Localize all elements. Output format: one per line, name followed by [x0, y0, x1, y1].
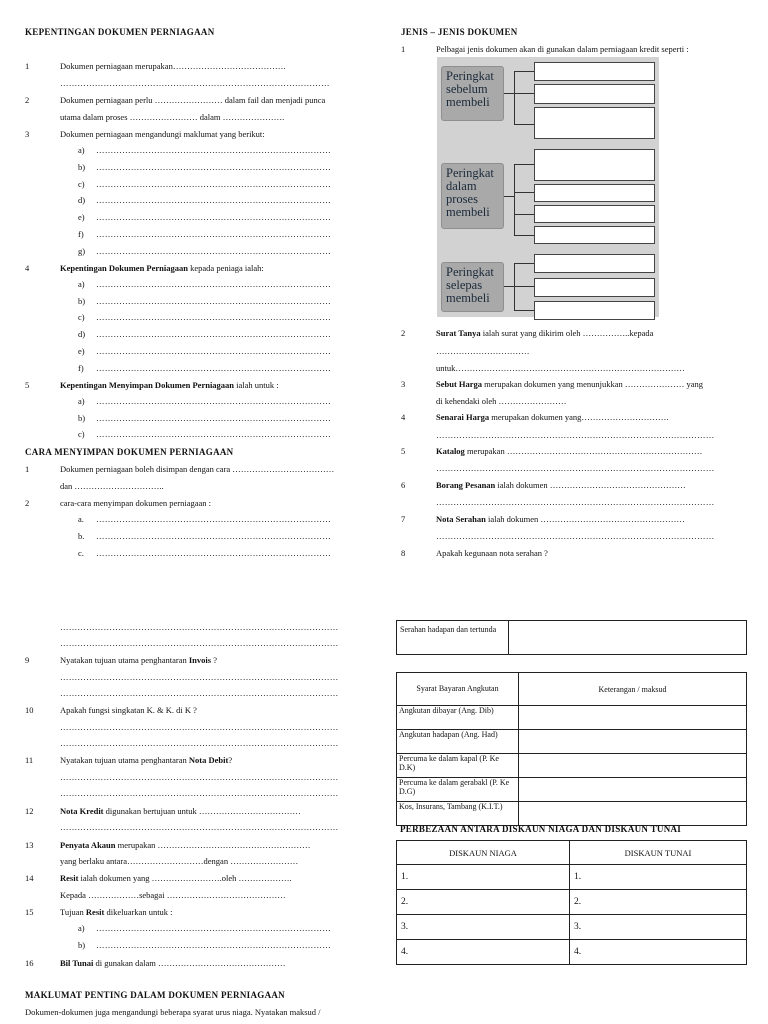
r3-text	[436, 379, 703, 389]
answer-line: ………………………………………………………………………	[96, 195, 331, 206]
q4-number: 4	[25, 263, 30, 273]
c2-text: cara-cara menyimpan dokumen perniagaan :	[60, 498, 212, 508]
payment-terms-header-2: Keterangan / maksud	[519, 673, 747, 706]
answer-line: ………………………………………………………………………	[96, 923, 331, 933]
answer-line: ……………………………………………………………………………………	[60, 822, 339, 832]
q15-bold: Resit	[85, 907, 105, 917]
q16-number: 16	[25, 958, 34, 968]
delivery-terms-table	[396, 620, 747, 655]
answer-line: ………………………………………………………………………	[96, 178, 331, 189]
q3-number: 3	[25, 129, 30, 139]
q4-text	[60, 263, 264, 273]
q14-rest: ialah dokumen yang …………………….oleh ……………….	[78, 873, 292, 883]
r4-rest: merupakan dokumen yang………………………….	[489, 412, 669, 422]
answer-line: ………………………………………………………………………	[96, 161, 331, 172]
r6-number: 6	[401, 480, 406, 490]
answer-line: ………………………………………………………………………	[96, 279, 331, 289]
discount-trade-cell[interactable]: 4.	[397, 940, 570, 965]
r6-text	[436, 480, 686, 490]
payment-terms-header-1: Syarat Bayaran Angkutan	[397, 673, 519, 706]
q14-line2: Kepada ………………sebagai ……………………………………	[60, 890, 286, 900]
q9-bold: Invois	[188, 655, 212, 665]
answer-box[interactable]	[534, 254, 655, 273]
q4-rest: kepada peniaga ialah:	[188, 263, 264, 273]
c2-number: 2	[25, 498, 30, 508]
delivery-terms-label: Serahan hadapan dan tertunda	[397, 621, 509, 655]
answer-line: ………………………………………………………………………	[96, 514, 331, 524]
r7-text	[436, 514, 685, 524]
r4-bold: Senarai Harga	[436, 412, 490, 422]
q12-bold: Nota Kredit	[60, 806, 104, 816]
answer-line: ……………………………………………………………………………………	[60, 622, 339, 632]
answer-line: ………………………………………………………………………	[96, 362, 331, 373]
q9-pre: Nyatakan tujuan utama penghantaran	[60, 655, 189, 665]
q13-bold: Penyata Akaun	[60, 840, 116, 850]
q11-bold: Nota Debit	[188, 755, 229, 765]
payment-terms-table	[396, 672, 747, 826]
q5-number: 5	[25, 380, 30, 390]
q10-text: Apakah fungsi singkatan K. & K. di K ?	[60, 705, 197, 715]
list-item-label: b.	[78, 531, 85, 541]
q4-bold: Kepentingan Dokumen Perniagaan	[60, 263, 188, 273]
r5-text	[436, 446, 702, 456]
connector-line	[514, 71, 534, 72]
connector-line	[514, 124, 534, 125]
heading-kepentingan: KEPENTINGAN DOKUMEN PERNIAGAAN	[25, 27, 215, 37]
payment-term-name: Angkutan dibayar (Ang. Dib)	[397, 706, 519, 730]
list-item-label: e)	[78, 345, 85, 356]
list-item-label: b)	[78, 412, 86, 423]
discount-trade-cell[interactable]: 1.	[397, 865, 570, 890]
connector-line	[514, 286, 534, 287]
r8-number: 8	[401, 548, 406, 558]
r6-bold: Borang Pesanan	[436, 480, 496, 490]
c1-text: Dokumen perniagaan boleh disimpan dengan cara ………………………………	[60, 464, 335, 474]
r4-text	[436, 412, 669, 422]
answer-line: ……………………………………………………………………………………	[60, 688, 339, 698]
r2-rest: ialah surat yang dikirim oleh ……………..kepada	[480, 328, 654, 338]
list-item-label: c.	[78, 548, 84, 558]
answer-line: ………………………………………………………………………	[96, 531, 331, 541]
connector-line	[514, 263, 534, 264]
footer-text: Dokumen-dokumen juga mengandungi beberapa syarat urus niaga. Nyatakan maksud /	[25, 1007, 321, 1017]
payment-term-name: Kos, Insurans, Tambang (K.I.T.)	[397, 802, 519, 826]
c1-line2: dan …………………………..	[60, 481, 164, 491]
payment-term-name: Angkutan hadapan (Ang. Had)	[397, 730, 519, 754]
r3-rest: merupakan dokumen yang menunjukkan ………………… yang	[482, 379, 704, 389]
connector-line	[514, 164, 534, 165]
payment-term-answer[interactable]	[519, 802, 747, 826]
list-item-label: a)	[78, 279, 85, 289]
answer-line: ………………………………………………………………………	[96, 429, 331, 440]
r2-line3: untuk………………………………………………………………………	[436, 363, 685, 373]
q9-post: ?	[211, 655, 217, 665]
q12-text	[60, 806, 301, 816]
list-item-label: c)	[78, 178, 85, 189]
q16-rest: di gunakan dalam ………………………………………	[93, 958, 286, 968]
stage-before-buying: Peringkat sebelum membeli	[441, 66, 504, 121]
list-item-label: f)	[78, 229, 84, 239]
q11-post: ?	[228, 755, 233, 765]
q14-bold: Resit	[60, 873, 79, 883]
list-item-label: b)	[78, 939, 86, 950]
heading-maklumat-penting: MAKLUMAT PENTING DALAM DOKUMEN PERNIAGAAN	[25, 990, 285, 1000]
answer-line: ……………………………………………………………………………………	[60, 738, 339, 748]
payment-term-name: Percuma ke dalam gerabakl (P. Ke D.G)	[397, 778, 519, 802]
q3-text: Dokumen perniagaan mengandungi maklumat yang berikut:	[60, 129, 265, 139]
payment-term-answer[interactable]	[519, 730, 747, 754]
list-item-label: a)	[78, 396, 85, 406]
answer-line: ………………………………………………………………………	[96, 329, 331, 340]
answer-line: ………………………………………………………………………	[96, 229, 331, 239]
c1-number: 1	[25, 464, 30, 474]
list-item-label: d)	[78, 329, 86, 340]
connector-line	[514, 164, 515, 236]
answer-line: ………………………………………………………………………	[96, 145, 331, 155]
r1-text: Pelbagai jenis dokumen akan di gunakan dalam perniagaan kredit seperti :	[436, 44, 689, 54]
answer-box[interactable]	[534, 278, 655, 297]
answer-box[interactable]	[534, 184, 655, 202]
q2-number: 2	[25, 95, 30, 105]
r2-text	[436, 328, 653, 338]
r7-bold: Nota Serahan	[436, 514, 486, 524]
answer-box[interactable]	[534, 149, 655, 181]
list-item-label: e)	[78, 212, 85, 223]
delivery-terms-answer[interactable]	[509, 621, 747, 655]
discount-cash-cell[interactable]: 1.	[570, 865, 747, 890]
connector-line	[504, 286, 514, 287]
list-item-label: f)	[78, 362, 84, 373]
r7-rest: ialah dokumen ……………………………………………	[485, 514, 685, 524]
q1-text: Dokumen perniagaan merupakan………………………………….	[60, 61, 286, 71]
answer-box[interactable]	[534, 226, 655, 244]
q11-pre: Nyatakan tujuan utama penghantaran	[60, 755, 189, 765]
answer-line: ……………………………………………………………………………………	[60, 672, 339, 682]
connector-line	[504, 93, 514, 94]
connector-line	[514, 71, 515, 125]
connector-line	[514, 235, 534, 236]
heading-jenis-dokumen: JENIS – JENIS DOKUMEN	[401, 27, 518, 37]
r1-number: 1	[401, 44, 406, 54]
q15-text	[60, 907, 173, 917]
q1-number: 1	[25, 61, 30, 71]
q15-number: 15	[25, 907, 34, 917]
answer-line: ……………………………………………………………………………………	[436, 463, 715, 473]
discount-cash-cell[interactable]: 3.	[570, 915, 747, 940]
payment-term-answer[interactable]	[519, 778, 747, 802]
q11-number: 11	[25, 755, 34, 765]
discount-header-trade: DISKAUN NIAGA	[397, 841, 570, 865]
connector-line	[514, 93, 534, 94]
answer-line: ………………………………………………………………………	[96, 295, 331, 306]
r4-number: 4	[401, 412, 406, 422]
r5-number: 5	[401, 446, 406, 456]
r5-rest: merupakan ……………………………………………………………	[464, 446, 703, 456]
document-stages-diagram	[437, 57, 659, 317]
answer-line: ……………………………………………………………………………………	[436, 497, 715, 507]
q15-pre: Tujuan	[60, 907, 86, 917]
q11-text	[60, 755, 232, 765]
r3-line2: di kehendaki oleh ……………………	[436, 396, 567, 406]
r2-line2: ……………………………	[436, 346, 530, 356]
payment-term-name: Percuma ke dalam kapal (P. Ke D.K)	[397, 754, 519, 778]
r2-bold: Surat Tanya	[436, 328, 481, 338]
answer-box[interactable]	[534, 301, 655, 320]
q16-bold: Bil Tunai	[60, 958, 94, 968]
r3-number: 3	[401, 379, 406, 389]
answer-line: ………………………………………………………………………	[96, 245, 331, 256]
q1-line2: …………………………………………………………………………………	[60, 78, 330, 88]
q5-rest: ialah untuk :	[234, 380, 279, 390]
answer-line: ……………………………………………………………………………………	[436, 430, 715, 440]
list-item-label: a)	[78, 923, 85, 933]
answer-line: ………………………………………………………………………	[96, 212, 331, 223]
q12-number: 12	[25, 806, 34, 816]
list-item-label: a)	[78, 145, 85, 155]
q5-bold: Kepentingan Menyimpan Dokumen Perniagaan	[60, 380, 235, 390]
discount-header-cash: DISKAUN TUNAI	[570, 841, 747, 865]
q14-number: 14	[25, 873, 34, 883]
r5-bold: Katalog	[436, 446, 465, 456]
discount-trade-cell[interactable]: 3.	[397, 915, 570, 940]
stage-after-buying: Peringkat selepas membeli	[441, 262, 504, 312]
list-item-label: b)	[78, 295, 86, 306]
q14-text	[60, 873, 292, 883]
stage-during-buying: Peringkat dalam proses membeli	[441, 163, 504, 229]
answer-box[interactable]	[534, 107, 655, 139]
q2-line2: utama dalam proses …………………… dalam ………………….	[60, 112, 285, 122]
connector-line	[514, 192, 534, 193]
connector-line	[504, 196, 514, 197]
list-item-label: b)	[78, 161, 86, 172]
q9-text	[60, 655, 217, 665]
answer-line: ……………………………………………………………………………………	[60, 788, 339, 798]
q9-number: 9	[25, 655, 30, 665]
answer-box[interactable]	[534, 62, 655, 81]
payment-term-answer[interactable]	[519, 754, 747, 778]
connector-line	[514, 263, 515, 311]
q10-number: 10	[25, 705, 34, 715]
payment-term-answer[interactable]	[519, 706, 747, 730]
answer-line: ……………………………………………………………………………………	[60, 638, 339, 648]
discount-comparison-table	[396, 840, 747, 965]
answer-line: ………………………………………………………………………	[96, 548, 331, 558]
r7-number: 7	[401, 514, 406, 524]
q13-number: 13	[25, 840, 34, 850]
list-item-label: c)	[78, 429, 85, 440]
r3-bold: Sebut Harga	[436, 379, 483, 389]
connector-line	[514, 214, 534, 215]
list-item-label: c)	[78, 312, 85, 323]
answer-line: ………………………………………………………………………	[96, 396, 331, 406]
q5-text	[60, 380, 279, 390]
answer-line: ………………………………………………………………………	[96, 412, 331, 423]
heading-discount-difference: PERBEZAAN ANTARA DISKAUN NIAGA DAN DISKAUN TUNAI	[400, 824, 682, 834]
q12-rest: digunakan bertujuan untuk ………………………………	[103, 806, 301, 816]
q16-text	[60, 958, 286, 968]
answer-line: ………………………………………………………………………	[96, 939, 331, 950]
connector-line	[514, 310, 534, 311]
list-item-label: g)	[78, 245, 86, 256]
answer-line: ……………………………………………………………………………………	[60, 722, 339, 732]
answer-line: ……………………………………………………………………………………	[436, 531, 715, 541]
r6-rest: ialah dokumen …………………………………………	[495, 480, 686, 490]
q2-text: Dokumen perniagaan perlu …………………… dalam fail dan menjadi punca	[60, 95, 326, 105]
answer-line: ………………………………………………………………………	[96, 345, 331, 356]
answer-line: ………………………………………………………………………	[96, 312, 331, 323]
discount-trade-cell[interactable]: 2.	[397, 890, 570, 915]
q13-rest: merupakan ………………………………………………	[115, 840, 311, 850]
answer-box[interactable]	[534, 84, 655, 104]
r2-number: 2	[401, 328, 406, 338]
list-item-label: d)	[78, 195, 86, 206]
q13-text	[60, 840, 311, 850]
list-item-label: a.	[78, 514, 84, 524]
heading-cara-menyimpan: CARA MENYIMPAN DOKUMEN PERNIAGAAN	[25, 447, 234, 457]
q13-line2: yang berlaku antara………………………dengan ……………………	[60, 856, 299, 866]
q15-post: dikeluarkan untuk :	[104, 907, 173, 917]
answer-box[interactable]	[534, 205, 655, 223]
answer-line: ……………………………………………………………………………………	[60, 772, 339, 782]
discount-cash-cell[interactable]: 4.	[570, 940, 747, 965]
r8-text: Apakah kegunaan nota serahan ?	[436, 548, 548, 558]
discount-cash-cell[interactable]: 2.	[570, 890, 747, 915]
